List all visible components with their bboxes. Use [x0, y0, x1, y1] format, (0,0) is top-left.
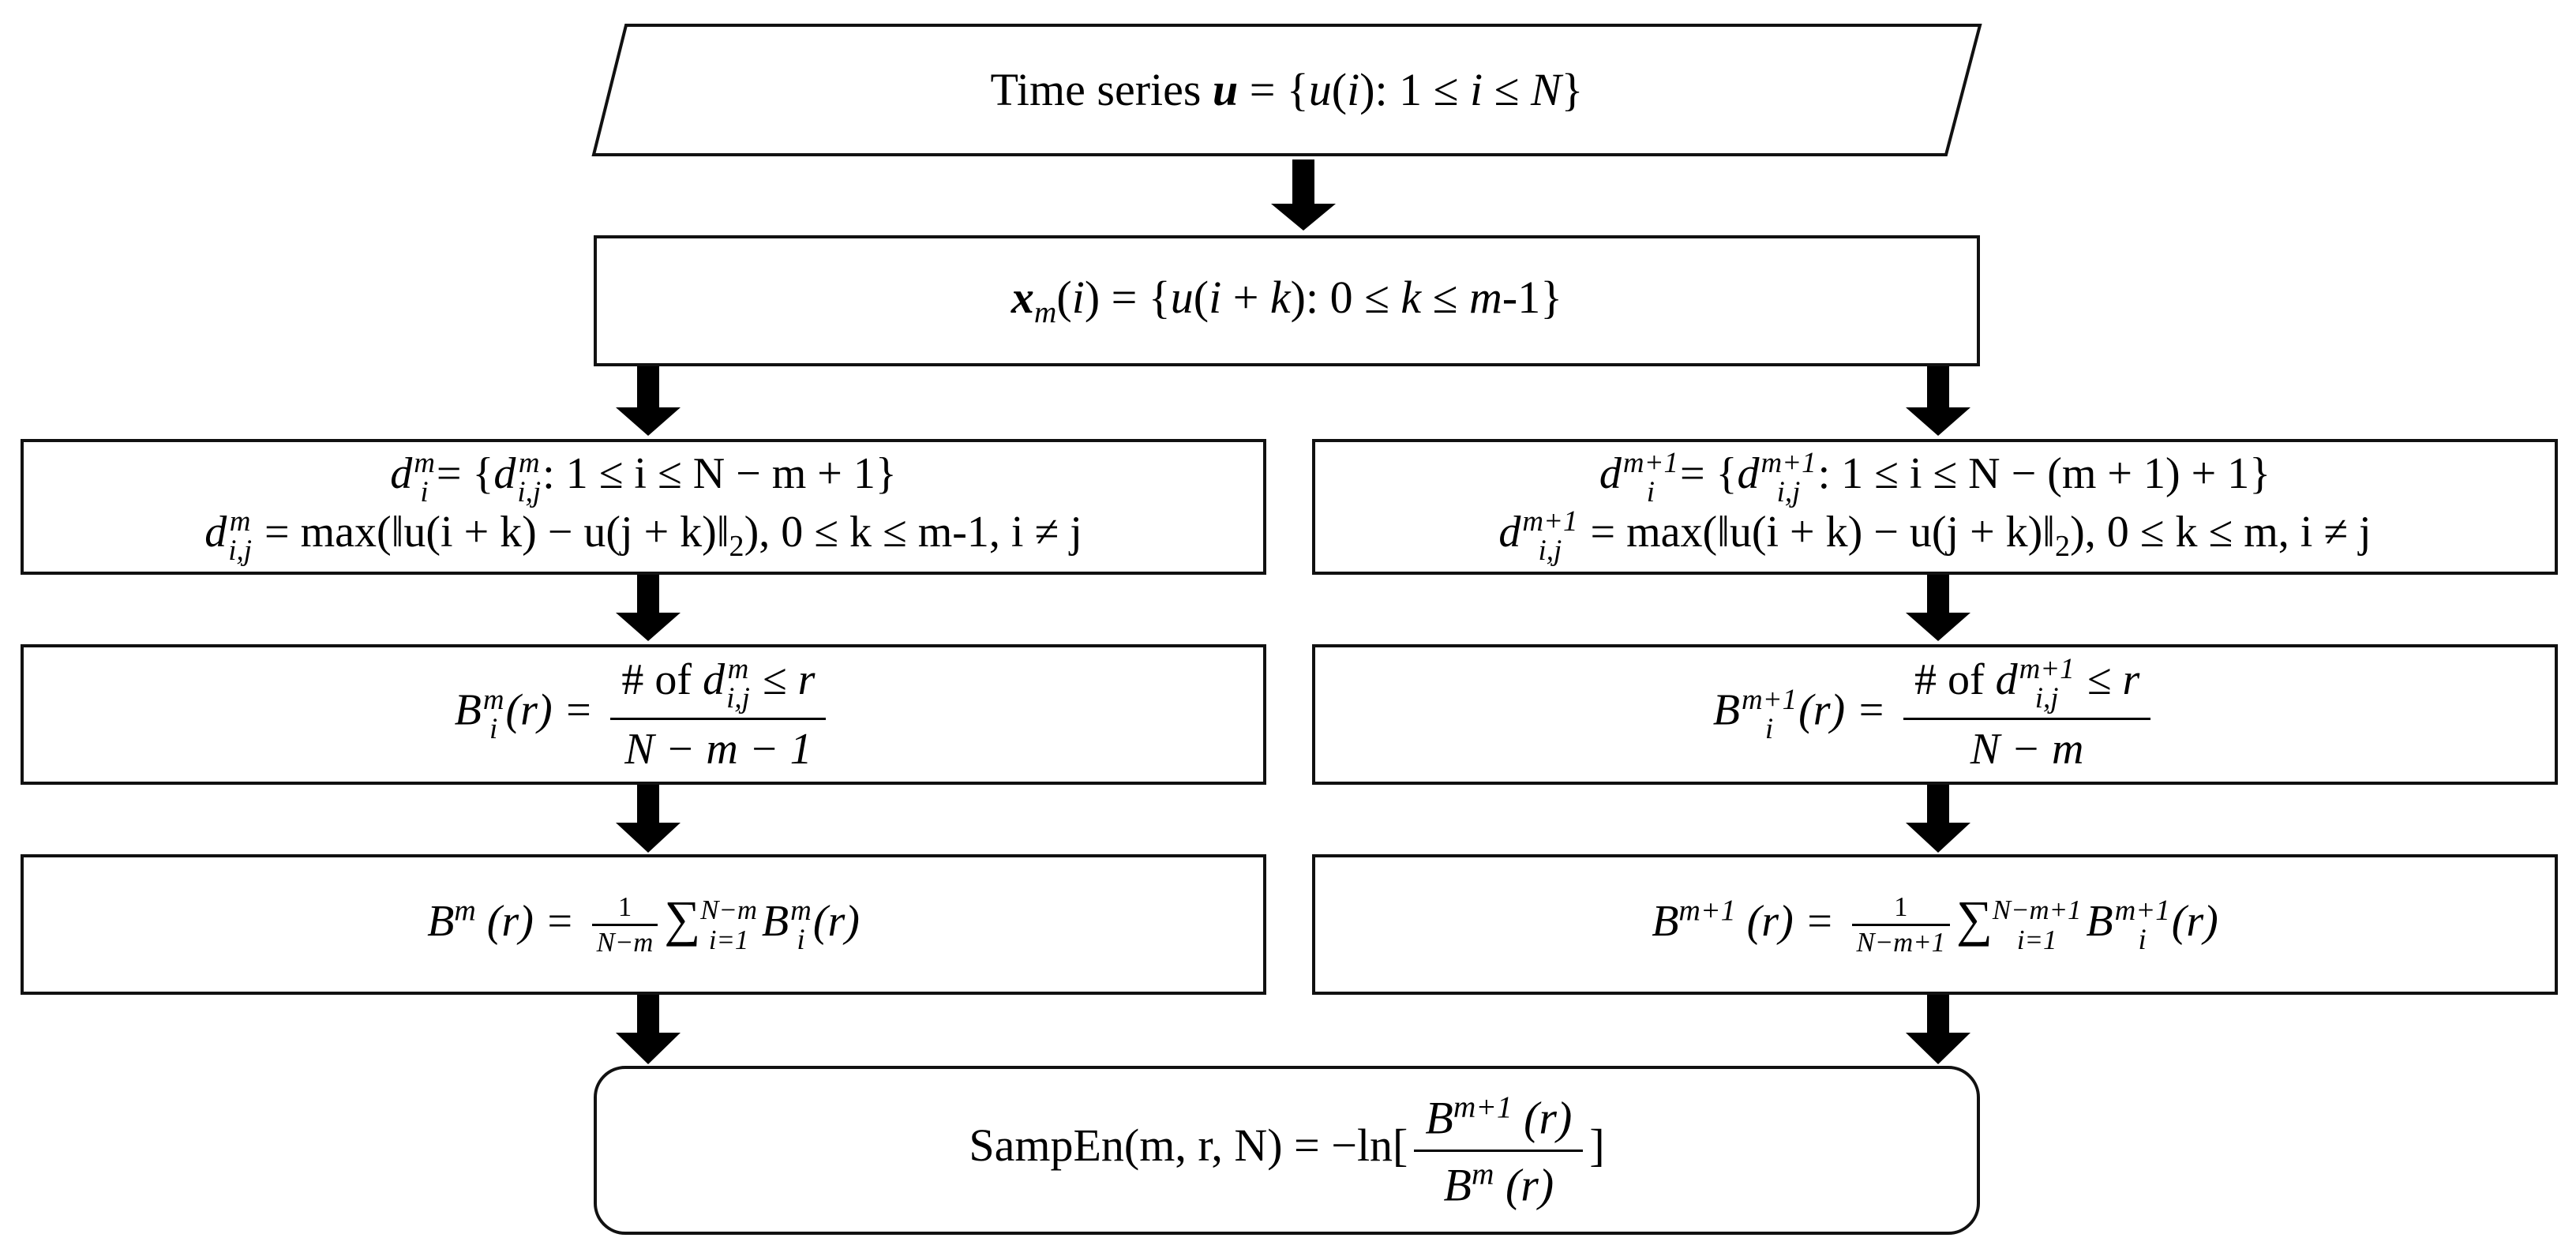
arrow-avg-to-result-right	[1906, 995, 1970, 1064]
distance-node-right	[1312, 439, 2558, 575]
input-formula: Time series u = {u(i): 1 ≤ i ≤ N}	[990, 63, 1584, 115]
arrow-dist-to-count-left	[616, 575, 681, 641]
count-right-fraction: # of d m+1 i,j ≤ r N − m	[1903, 655, 2150, 775]
count-node-right	[1312, 644, 2558, 785]
distance-left-line1: d m i = {d m i,j : 1 ≤ i ≤ N − m + 1}	[390, 446, 897, 508]
average-left-formula: $B^m$ (r) = $\frac{1}{N-m}$ ∑ N−m i=1 B m i (r)	[427, 890, 860, 958]
arrow-embed-to-dist-right	[1906, 366, 1970, 436]
result-formula: SampEn(m, r, N) = −ln[ $\frac{B^{m+1} (r)}{B^m (r)}$ ]	[969, 1090, 1605, 1210]
distance-node-left	[21, 439, 1266, 575]
arrow-count-to-avg-right	[1906, 785, 1970, 853]
arrow-avg-to-result-left	[616, 995, 681, 1064]
arrow-embed-to-dist-left	[616, 366, 681, 436]
average-left-fraction: $\frac{1}{N-m}$	[592, 892, 658, 959]
distance-right-line1: d m+1 i = {d m+1 i,j : 1 ≤ i ≤ N − (m + 1) + 1}	[1599, 446, 2271, 508]
embed-formula: $x_m(i) = \{u(i + k)$: 0 ≤ k ≤ m-1}	[1011, 271, 1563, 330]
count-node-left	[21, 644, 1266, 785]
arrow-input-to-embed	[1271, 159, 1336, 231]
distance-right-line2: d m+1 i,j = max(‖u(i + $k) - u(j + k)‖_2$), 0 ≤ k ≤ m, i ≠ j	[1498, 504, 2372, 566]
distance-left-line2: d m i,j = max(‖u(i + $k) - u(j + k)‖_2$), 0 ≤ k ≤ m-1, i ≠ j	[204, 504, 1082, 566]
average-node-right	[1312, 854, 2558, 995]
count-left-fraction: # of d m i,j ≤ r N − m − 1	[610, 655, 826, 775]
average-node-left	[21, 854, 1266, 995]
arrow-count-to-avg-left	[616, 785, 681, 853]
arrow-dist-to-count-right	[1906, 575, 1970, 641]
count-left-formula: B m i (r) = # of d m i,j ≤ r N − m − 1	[455, 655, 833, 775]
embed-node	[594, 235, 1980, 366]
average-right-fraction: $\frac{1}{N-m+1}$	[1852, 892, 1950, 959]
average-right-formula: $B^{m+1}$ (r) = $\frac{1}{N-m+1}$ ∑ N−m+1 i=1 B m+1 i (r)	[1652, 890, 2218, 958]
result-fraction: $\frac{B^{m+1} (r)}{B^m (r)}$	[1414, 1090, 1583, 1211]
result-node	[594, 1066, 1980, 1235]
input-node	[594, 25, 1980, 155]
count-right-formula: B m+1 i (r) = # of d m+1 i,j ≤ r N − m	[1713, 655, 2158, 775]
